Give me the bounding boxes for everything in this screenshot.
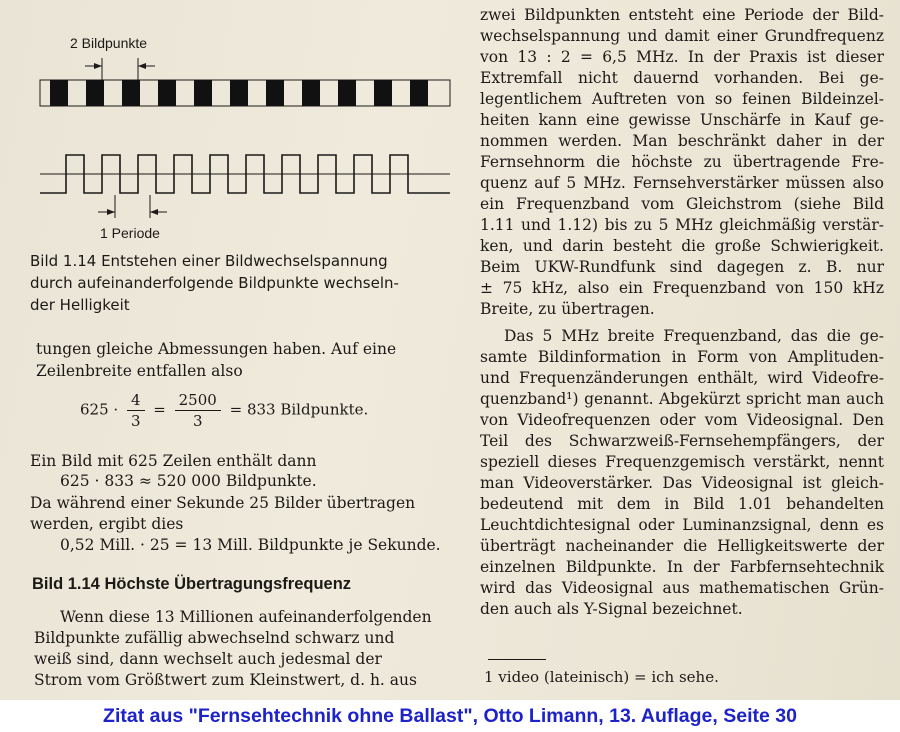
citation-footer: Zitat aus "Fernsehtechnik ohne Ballast", Otto Limann, 13. Auflage, Seite 30	[0, 700, 900, 732]
caption-line: Bild 1.14 Entstehen einer Bildwechselspannung	[30, 252, 388, 270]
body-text-line: samte Bildinformation in Form von Amplituden-	[480, 348, 884, 366]
figure-label-2-bildpunkte: 2 Bildpunkte	[70, 35, 148, 51]
body-text-line: heiten kann eine gewisse Unschärfe in Kauf ge-	[480, 111, 884, 129]
body-text-line: den auch als Y-Signal bezeichnet.	[480, 600, 743, 618]
body-text-line: ken, und darin besteht die große Schwierigkeit.	[480, 237, 884, 255]
footnote-rule	[488, 659, 546, 660]
black-pixel	[158, 80, 176, 106]
body-text-line: von Videofrequenzen oder vom Videosignal. Den	[480, 411, 884, 429]
body-text-line: weiß sind, dann wechselt auch jedesmal der	[34, 650, 382, 668]
body-text-line: man Videoverstärker. Das Videosignal ist gleich-	[480, 474, 884, 492]
pixel-strip	[40, 80, 450, 106]
black-pixel	[374, 80, 392, 106]
fraction-numerator: 2500	[175, 390, 221, 411]
square-wave	[40, 155, 450, 193]
fraction-denominator: 3	[192, 412, 203, 430]
body-text-line: einzelnen Bildpunkte. In der Farbfernsehtechnik	[480, 558, 884, 576]
formula-result: = 833 Bildpunkte.	[229, 400, 369, 419]
body-text-line: wechselspannung und damit einer Grundfrequenz	[480, 27, 884, 45]
body-text-line: Teil des Schwarzweiß-Fernsehempfängers, der	[480, 432, 884, 450]
fraction-2500-3	[175, 390, 221, 431]
fraction-4-3	[127, 390, 145, 431]
black-pixel	[266, 80, 284, 106]
body-text-line: und Frequenzänderungen enthält, wird Videofre-	[480, 369, 884, 387]
formula-prefix: 625 ·	[80, 400, 119, 419]
body-text-line: 0,52 Mill. · 25 = 13 Mill. Bildpunkte je Sekunde.	[60, 536, 441, 554]
body-text-line: nommen werden. Man beschränkt daher in der	[480, 132, 884, 150]
fraction-denominator: 3	[130, 412, 141, 430]
caption-line: durch aufeinanderfolgende Bildpunkte wechseln-	[30, 274, 399, 292]
body-text-line: Zeilenbreite entfallen also	[36, 362, 243, 380]
body-text-line: überträgt nacheinander die Helligkeitswerte der	[480, 537, 884, 555]
body-text-line: Beim UKW-Rundfunk sind dagegen z. B. nur	[480, 258, 884, 276]
caption-line: der Helligkeit	[30, 296, 130, 314]
body-text-line: zwei Bildpunkten entsteht eine Periode der Bild-	[480, 6, 884, 24]
black-pixel	[302, 80, 320, 106]
fraction-numerator: 4	[127, 390, 145, 411]
formula-bildpunkte	[80, 390, 368, 431]
black-pixel	[410, 80, 428, 106]
body-text-line: wird das Videosignal aus mathematischen Grün-	[480, 579, 884, 597]
body-text-line: ± 75 kHz, also ein Frequenzband von 150 kHz	[480, 279, 884, 297]
black-pixel	[122, 80, 140, 106]
body-text-line: tungen gleiche Abmessungen haben. Auf eine	[36, 340, 397, 358]
body-text-line: quenzband¹) genannt. Abgekürzt spricht man auch	[480, 390, 884, 408]
body-text-line: Bildpunkte zufällig abwechselnd schwarz und	[34, 629, 395, 647]
body-text-line: Da während einer Sekunde 25 Bilder übertragen	[30, 494, 416, 512]
body-text-line: Strom vom Größtwert zum Kleinstwert, d. h. aus	[34, 671, 417, 689]
figure-bild-1-14	[30, 0, 460, 240]
body-text-line: speziell dieses Frequenzgemisch verstärkt, nennt	[480, 453, 884, 471]
body-text-line: Wenn diese 13 Millionen aufeinanderfolgenden	[60, 608, 432, 626]
body-text-line: legentlichem Auftreten von so feinen Bildeinzel-	[480, 90, 884, 108]
black-pixel	[194, 80, 212, 106]
black-pixel	[338, 80, 356, 106]
body-text-line: Ein Bild mit 625 Zeilen enthält dann	[30, 452, 317, 470]
body-text-line: Breite, zu übertragen.	[480, 300, 655, 318]
body-text-line: Fernsehnorm die höchste zu übertragende Fre-	[480, 153, 884, 171]
formula-equals: =	[153, 400, 166, 419]
body-text-line: 1.11 und 1.12) bis zu 5 MHz gleichmäßig verstär-	[480, 216, 884, 234]
body-text-line: Extremfall nicht dauernd vorhanden. Bei ge-	[480, 69, 884, 87]
black-pixel	[86, 80, 104, 106]
figure-label-1-periode: 1 Periode	[100, 225, 160, 240]
body-text-line: ein Frequenzband vom Gleichstrom (siehe Bild	[480, 195, 884, 213]
body-text-line: Leuchtdichtesignal oder Luminanzsignal, denn es	[480, 516, 884, 534]
body-text-line: 625 · 833 ≈ 520 000 Bildpunkte.	[60, 472, 317, 490]
body-text-line: werden, ergibt dies	[30, 515, 184, 533]
body-text-line: quenz auf 5 MHz. Fernsehverstärker müssen also	[480, 174, 884, 192]
footnote: 1 video (lateinisch) = ich sehe.	[484, 668, 719, 686]
body-text-line: Das 5 MHz breite Frequenzband, das die ge-	[504, 327, 884, 345]
black-pixel	[230, 80, 248, 106]
body-text-line: von 13 : 2 = 6,5 MHz. In der Praxis ist dieser	[480, 48, 884, 66]
section-heading: Bild 1.14 Höchste Übertragungsfrequenz	[32, 575, 352, 593]
body-text-line: bedeutend mit dem in Bild 1.01 behandelten	[480, 495, 884, 513]
black-pixel	[50, 80, 68, 106]
